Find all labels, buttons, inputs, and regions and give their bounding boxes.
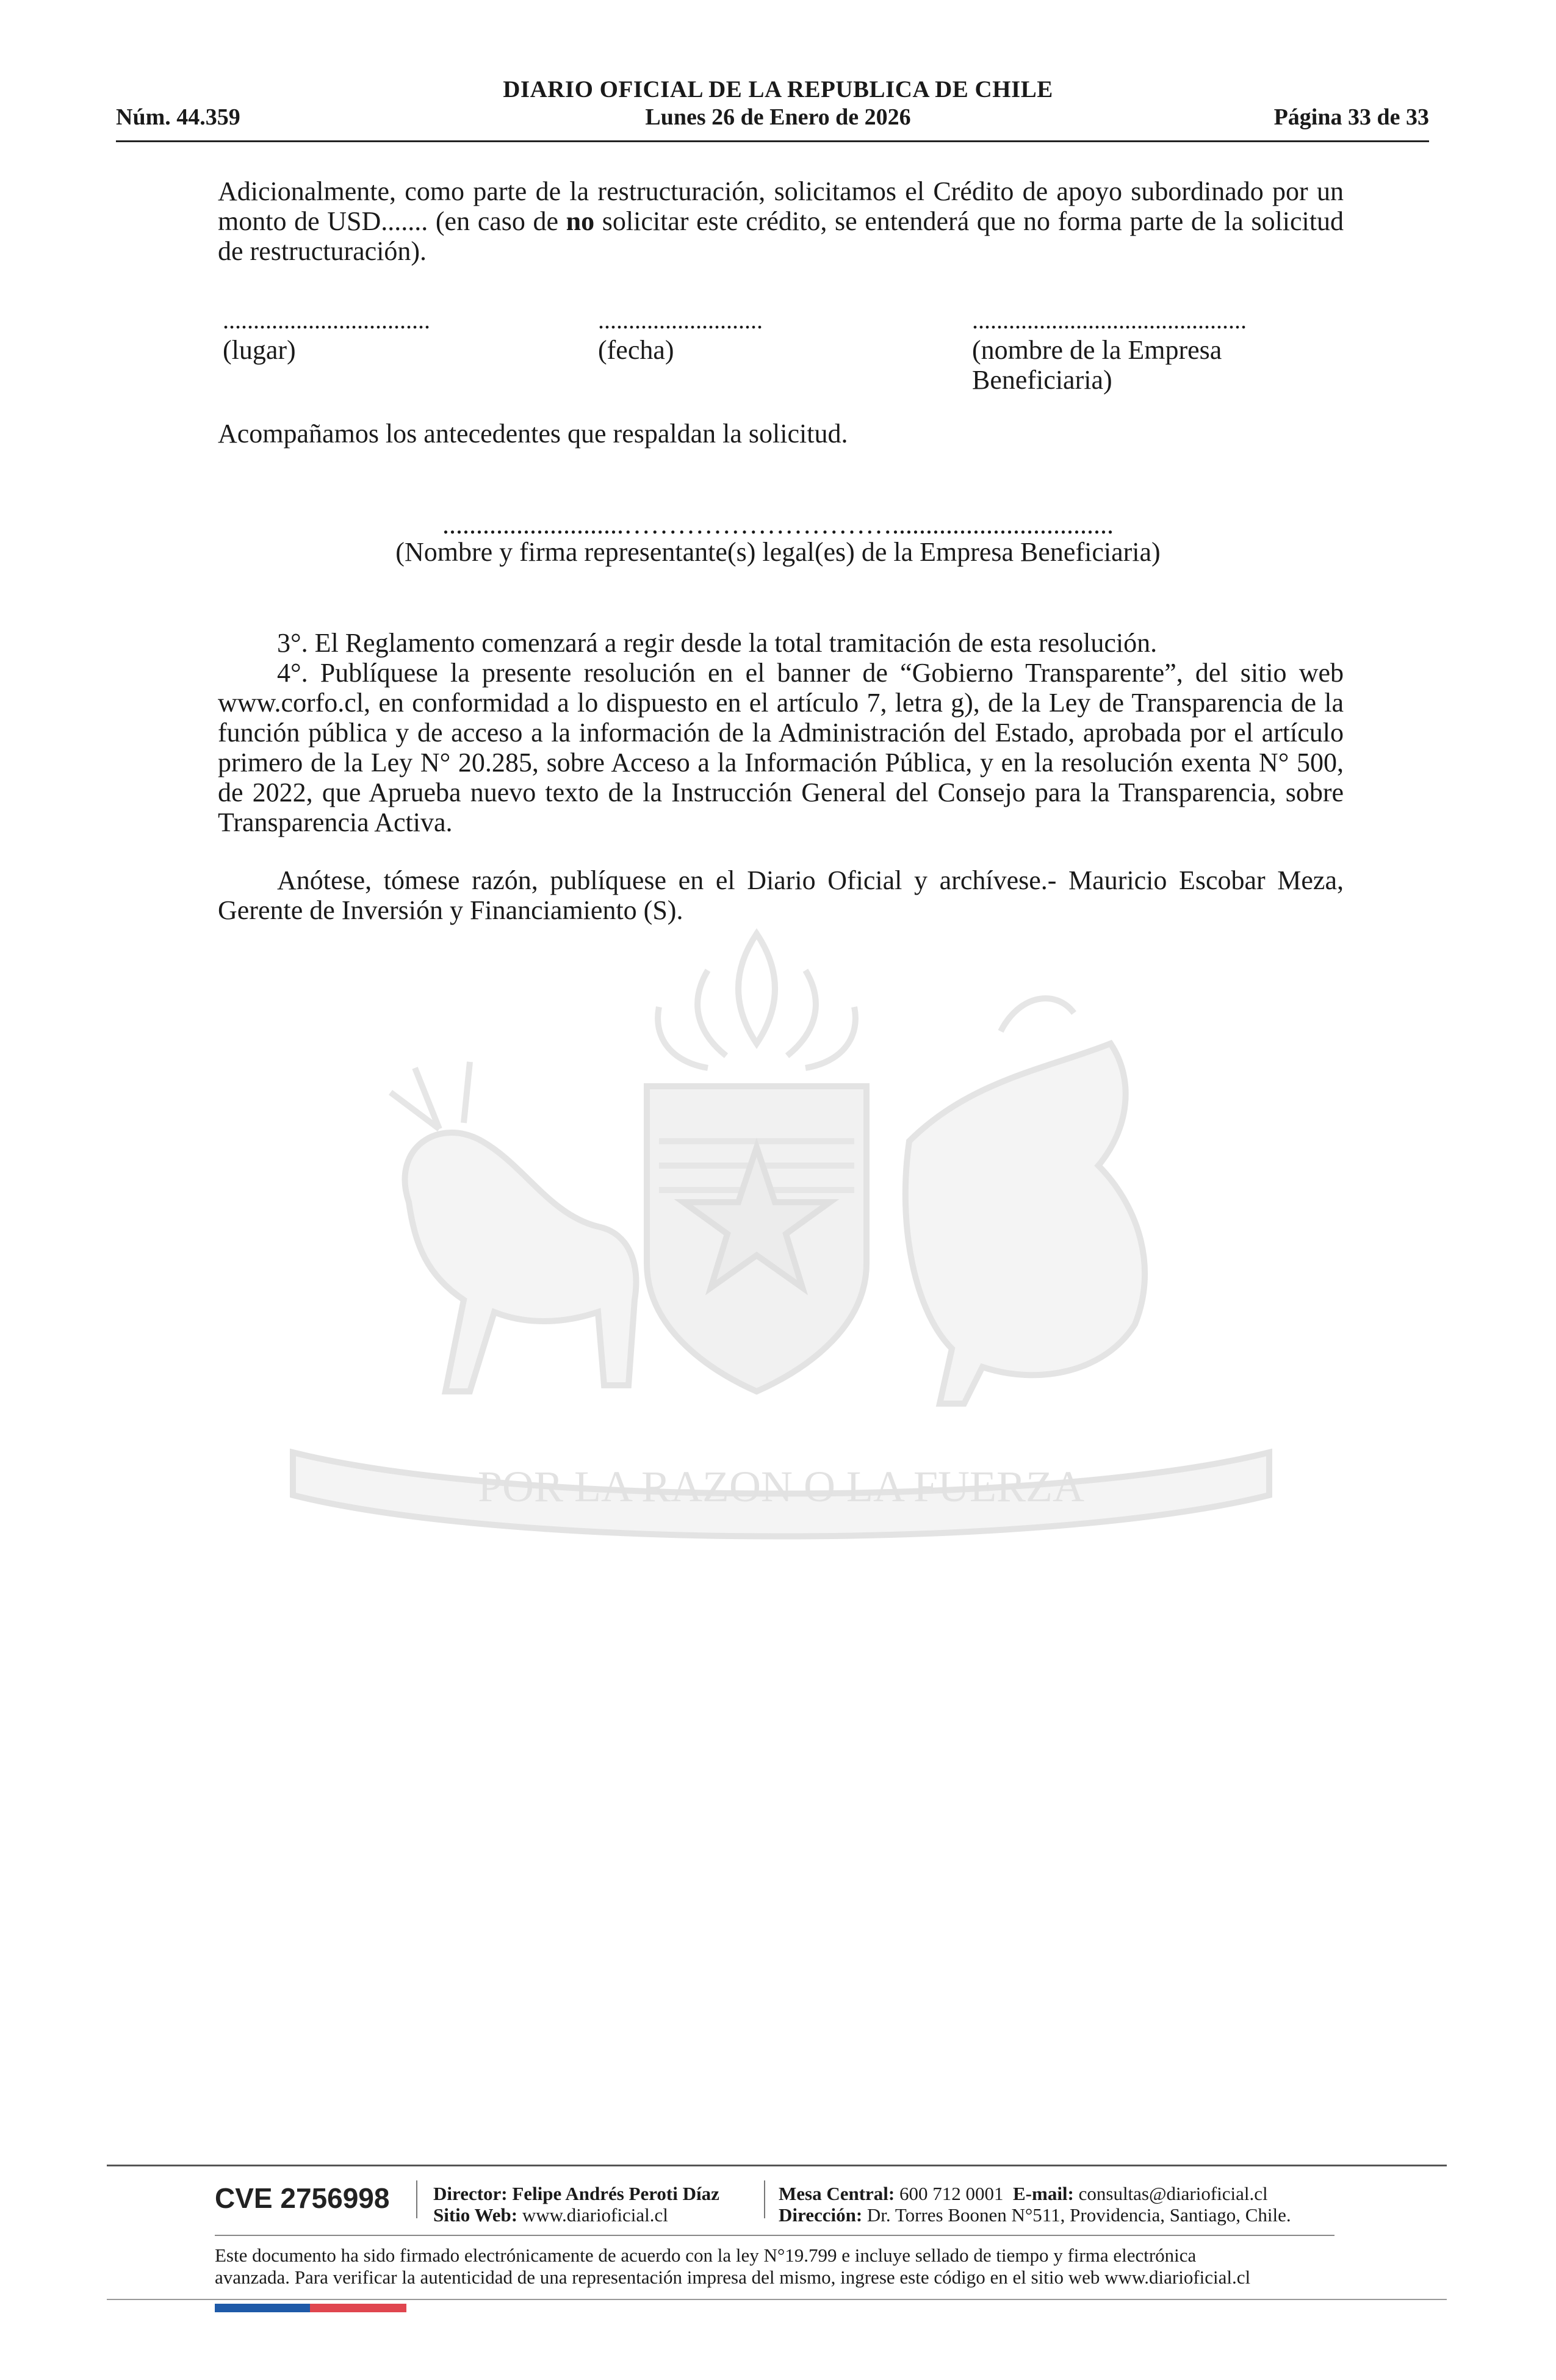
date-field (598, 305, 763, 365)
footer-rule-bottom (107, 2299, 1447, 2300)
place-dotted-line: .................................. (223, 306, 430, 334)
closing-paragraph (218, 865, 1344, 925)
page-number: Página 33 de 33 (1273, 104, 1429, 130)
paragraph-bold-no: no (566, 206, 595, 236)
director-name: Felipe Andrés Peroti Díaz (512, 2183, 719, 2204)
article-4: 4°. Publíquese la presente resolución en el banner de “Gobierno Transparente”, del sitio web www.corfo.cl, en conformidad a lo dispuesto en el artículo 7, letra g), de la Ley de Transparencia de la función pública y de acceso a la información de la Administración del Estado, aprobada por el artículo primero de la Ley N° 20.285, sobre Acceso a la Información Pública, y en la resolución exenta N° 500, de 2022, que Aprueba nuevo texto de la Instrucción General del Consejo para la Transparencia, sobre Transparencia Activa. (218, 658, 1344, 837)
issue-number: Núm. 44.359 (116, 104, 240, 130)
footer-separator (416, 2180, 417, 2218)
issue-date: Lunes 26 de Enero de 2026 (645, 104, 911, 130)
address-text: Dr. Torres Boonen N°511, Providencia, Santiago, Chile. (866, 2204, 1291, 2226)
brand-bar-blue (215, 2304, 310, 2312)
newspaper-title: DIARIO OFICIAL DE LA REPUBLICA DE CHILE (503, 76, 1053, 103)
header-rule (116, 140, 1429, 142)
company-label: (nombre de la Empresa Beneficiaria) (972, 335, 1222, 395)
coat-of-arms-watermark (207, 885, 1355, 1587)
legal-line-1: Este documento ha sido firmado electrónicamente de acuerdo con la ley N°19.799 e incluye sellado de tiempo y firma electrónica (215, 2245, 1197, 2266)
cve-code: CVE 2756998 (215, 2182, 390, 2214)
phone-label: Mesa Central: (779, 2183, 895, 2204)
director-label: Director: (433, 2183, 508, 2204)
representative-signature-line: ...........................…………………………................................. (442, 510, 1114, 539)
credit-request-paragraph (218, 176, 1344, 266)
attachments-statement: Acompañamos los antecedentes que respaldan la solicitud. (218, 419, 848, 449)
legal-line-2: avanzada. Para verificar la autenticidad de una representación impresa del mismo, ingrese este código en el sitio web www.diarioficial.cl (215, 2266, 1251, 2288)
paragraph-text-b: solicitar este crédito, se entenderá que no forma parte de la solicitud de restructuración). (218, 206, 1344, 266)
date-label: (fecha) (598, 335, 674, 365)
article-3: 3°. El Reglamento comenzará a regir desde la total tramitación de esta resolución. (277, 628, 1158, 658)
place-field (223, 305, 430, 365)
company-dotted-line: ............................................. (972, 306, 1247, 334)
closing-text: Anótese, tómese razón, publíquese en el Diario Oficial y archívese.- Mauricio Escobar Meza, Gerente de Inversión y Financiamiento (S). (218, 865, 1344, 925)
phone-number: 600 712 0001 (899, 2183, 1004, 2204)
email-label: E-mail: (1013, 2183, 1074, 2204)
footer-rule-mid (215, 2235, 1334, 2236)
electronic-signature-notice (215, 2245, 1374, 2288)
website-link[interactable]: www.diarioficial.cl (522, 2204, 668, 2226)
resolution-articles (218, 628, 1344, 837)
website-label: Sitio Web: (433, 2204, 518, 2226)
email-link[interactable]: consultas@diarioficial.cl (1078, 2183, 1268, 2204)
footer-rule-top (107, 2165, 1447, 2166)
address-label: Dirección: (779, 2204, 863, 2226)
place-label: (lugar) (223, 335, 296, 365)
company-name-field (972, 305, 1314, 395)
representative-signature-label: (Nombre y firma representante(s) legal(es) de la Empresa Beneficiaria) (395, 537, 1161, 567)
svg-text:POR LA RAZON O LA FUERZA: POR LA RAZON O LA FUERZA (477, 1462, 1085, 1511)
footer-separator (764, 2180, 765, 2218)
footer-director-block (433, 2183, 719, 2226)
date-dotted-line: ........................... (598, 306, 763, 334)
brand-bar-red (310, 2304, 406, 2312)
paragraph-text-a: Adicionalmente, como parte de la restructuración, solicitamos el Crédito de apoyo subordinado por un monto de USD....... (en caso de (218, 176, 1344, 236)
footer-contact-block (779, 2183, 1291, 2226)
